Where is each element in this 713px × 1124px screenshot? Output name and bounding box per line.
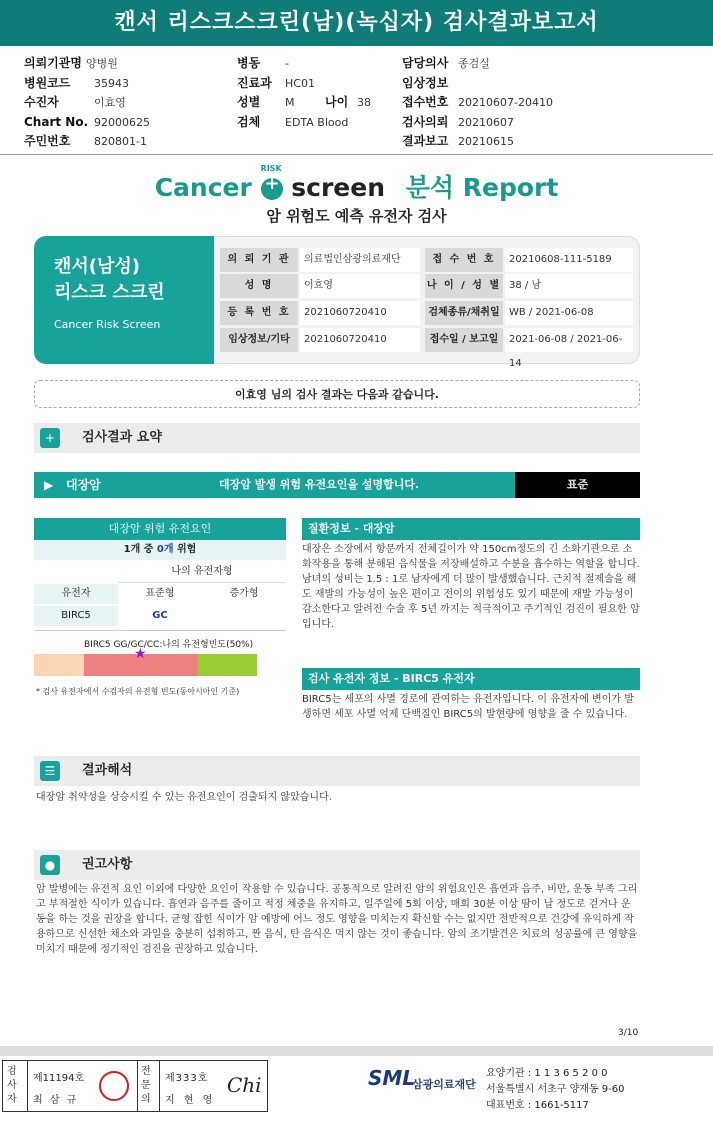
grid-label: 나 이 / 성 별 (425, 274, 503, 298)
report-title: 캔서 리스크스크린(남)(녹십자) 검사결과보고서 (0, 0, 713, 46)
info-value: 20210607 (458, 116, 514, 129)
sml-logo: SML (368, 1066, 416, 1090)
risk-table-title: 대장암 위험 유전요인 (34, 518, 286, 540)
grid-value: WB / 2021-06-08 (505, 301, 633, 325)
clipboard-icon: ☰ (40, 761, 60, 781)
card-title-2: 리스크 스크린 (54, 282, 165, 303)
page-number: 3/10 (618, 1028, 639, 1038)
grid-label: 접 수 번 호 (425, 248, 503, 272)
logo-report: 분석 Report (405, 173, 559, 202)
summary-title: 검사결과 요약 (82, 430, 162, 445)
info-label: 검체 (237, 115, 261, 129)
grid-value: 20210608-111-5189 (505, 248, 633, 272)
org-name: 삼광의료재단 (412, 1078, 476, 1091)
recommend-text: 암 발병에는 유전적 요인 이외에 다양한 요인이 작용할 수 있습니다. 공통적으로 알려진 암의 위험요인은 흡연과 음주, 비만, 운동 부족 그리고 부적절한 식이가 있습니다. 흡연과 음주를 줄이고 적정 체중을 유지하고, 일주일에 5회 이상, 매회 30분 이상 땀이 날 정도로 걷거나 운동을 하는 것을 권장을 합니다. 균형 잡힌 식이가 암 예방에 어느 정도 영향을 미치는지 확신할 수는 없지만 전반적으로 건강에 유익하게 작용하므로 신선한 채소와 과일을 충분히 섭취하고, 짠 음식, 탄 음식은 먹지 않는 것이 좋습니다. 암의 조기발견은 치료의 성공률에 큰 영향을 미치기 때문에 정기적인 검진을 권장하고 있습니다. (36, 884, 638, 955)
info-label: 접수번호 (402, 95, 449, 109)
grid-value: 38 / 남 (505, 274, 633, 298)
info-value: 38 (357, 96, 371, 109)
disease-info-text: 대장은 소장에서 항문까지 전체길이가 약 150cm정도의 긴 소화기관으로 소화작용을 통해 분해된 음식물을 저장배설하고 수분을 흡수하는 역할을 합니다. 남녀의 성비는 1.5 : 1로 남자에게 더 많이 발생했습니다. 근치적 절제술을 해도 재발의 가능성이 높은 편이고 전이의 위험성도 있기 때문에 재발 가능성이 감소한다고 알려진 수술 후 5년 까지는 적극적이고 주기적인 검진이 필요한 암입니다. (302, 544, 640, 630)
logo-risk: RISK (260, 164, 282, 173)
document-icon: + (40, 428, 60, 448)
info-label: 진료과 (237, 76, 272, 90)
page-subtitle: 암 위험도 예측 유전자 검사 (266, 207, 447, 225)
my-genotype-label: 나의 유전자형 (118, 562, 286, 583)
cancer-band (34, 472, 640, 498)
band-description: 대장암 발생 위험 유전요인을 설명합니다. (219, 478, 420, 491)
grid-label: 검체종류/채취일 (425, 301, 503, 325)
band-cancer: 대장암 (66, 478, 101, 492)
divider (34, 630, 286, 631)
risk-table-note: * 검사 유전자에서 수검자의 유전형 빈도(동아시아인 기준) (36, 687, 240, 696)
info-label: 담당의사 (402, 56, 449, 70)
specialist-label: 전문의 (141, 1066, 151, 1105)
card-title-1: 캔서(남성) (54, 256, 141, 277)
info-value: M (285, 96, 295, 109)
gene-info-title: 검사 유전자 정보 - BIRC5 유전자 (302, 668, 640, 690)
cancer-screen-logo (0, 164, 713, 204)
genotype-frequency-bar (34, 646, 286, 676)
doctor-icon: ● (40, 855, 60, 875)
checker-number: 제11194호 (33, 1073, 85, 1084)
grid-label: 등 록 번 호 (220, 301, 298, 325)
info-value: 820801-1 (94, 135, 147, 148)
risk-count-pre: 1개 중 (123, 544, 157, 555)
interpretation-header (34, 756, 640, 786)
info-label: 검사의뢰 (402, 115, 449, 129)
info-label: 주민번호 (24, 134, 71, 148)
gene-info-text: BIRC5는 세포의 사멸 경로에 관여하는 유전자입니다. 이 유전자에 변이가 발생하면 세포 사멸 억제 단백질인 BIRC5의 발현량에 영향을 줄 수 있습니다. (302, 694, 634, 720)
signature-icon: Chi (227, 1073, 262, 1097)
col-gene: 유전자 (34, 584, 118, 604)
info-value: 20210607-20410 (458, 96, 553, 109)
info-value: 종검실 (458, 57, 490, 70)
seal-icon (99, 1071, 129, 1101)
institution-code: 요양기관 : 1 1 3 6 5 2 0 0 (486, 1068, 608, 1079)
info-label: 병동 (237, 56, 261, 70)
info-value: 이효영 (94, 96, 126, 109)
interpretation-text: 대장암 취약성을 상승시킬 수 있는 유전요인이 검출되지 않았습니다. (36, 792, 332, 803)
logo-screen: screen (291, 173, 386, 202)
grid-label: 성 명 (220, 274, 298, 298)
card-subtitle: Cancer Risk Screen (54, 318, 161, 331)
checker-label: 검사자 (7, 1066, 17, 1105)
grid-value: 2021060720410 (300, 301, 420, 325)
grid-label: 임상정보/기타 (220, 328, 298, 352)
star-icon: ★ (134, 646, 147, 662)
grid-value: 2021060720410 (300, 328, 420, 352)
info-label: 수진자 (24, 95, 59, 109)
divider (0, 154, 713, 155)
logo-cancer: Cancer (154, 173, 252, 202)
play-icon: ▶ (44, 478, 54, 492)
card-title-panel (34, 236, 214, 364)
genotype-bar-label: BIRC5 GG/GC/CC:나의 유전형빈도(50%) (84, 640, 254, 650)
summary-header (34, 423, 640, 453)
grid-value: 의료법인삼광의료재단 (300, 248, 420, 272)
info-value: HC01 (285, 77, 315, 90)
info-value: - (285, 57, 289, 70)
plus-icon: RISK + (261, 178, 283, 200)
interpretation-title: 결과해석 (82, 763, 133, 778)
info-label: 병원코드 (24, 76, 71, 90)
result-notice: 이효영 님의 검사 결과는 다음과 같습니다. (34, 380, 640, 408)
grid-label: 접수일 / 보고일 (425, 328, 503, 352)
info-label: 의뢰기관명 (24, 56, 82, 70)
risk-count (34, 540, 286, 560)
specialist-name: 지 현 영 (165, 1095, 216, 1106)
info-label: 결과보고 (402, 134, 449, 148)
risk-count-post: 위험 (173, 544, 197, 555)
recommend-title: 권고사항 (82, 857, 133, 872)
info-value: 양병원 (86, 57, 118, 70)
grid-value: 2021-06-08 / 2021-06-14 (505, 328, 633, 352)
disease-info-title: 질환정보 - 대장암 (302, 518, 640, 540)
info-value: 20210615 (458, 135, 514, 148)
footer-divider (0, 1046, 713, 1056)
info-value: 35943 (94, 77, 129, 90)
specialist-number: 제333호 (165, 1073, 209, 1084)
phone: 대표번호 : 1661-5117 (486, 1100, 589, 1111)
info-label: 임상정보 (402, 76, 449, 90)
col-increased: 증가형 (229, 588, 259, 599)
info-label: 성별 (237, 95, 261, 109)
band-standard: 표준 (515, 472, 640, 498)
info-label: Chart No. (24, 115, 89, 129)
info-value: 92000625 (94, 116, 150, 129)
gene-name: BIRC5 (34, 606, 118, 626)
info-value: EDTA Blood (285, 116, 349, 129)
col-standard: 표준형 (145, 588, 175, 599)
grid-value: 이효영 (300, 274, 420, 298)
gene-genotype: GC (152, 610, 168, 621)
grid-label: 의 뢰 기 관 (220, 248, 298, 272)
address: 서울특별시 서초구 양재동 9-60 (486, 1084, 625, 1095)
recommend-header (34, 850, 640, 880)
checker-name: 최 삼 규 (33, 1095, 79, 1106)
risk-count-value: 0개 (156, 544, 174, 555)
segment-cc (197, 654, 257, 676)
segment-gg (34, 654, 84, 676)
info-label: 나이 (325, 95, 349, 109)
signature-box (2, 1060, 268, 1112)
